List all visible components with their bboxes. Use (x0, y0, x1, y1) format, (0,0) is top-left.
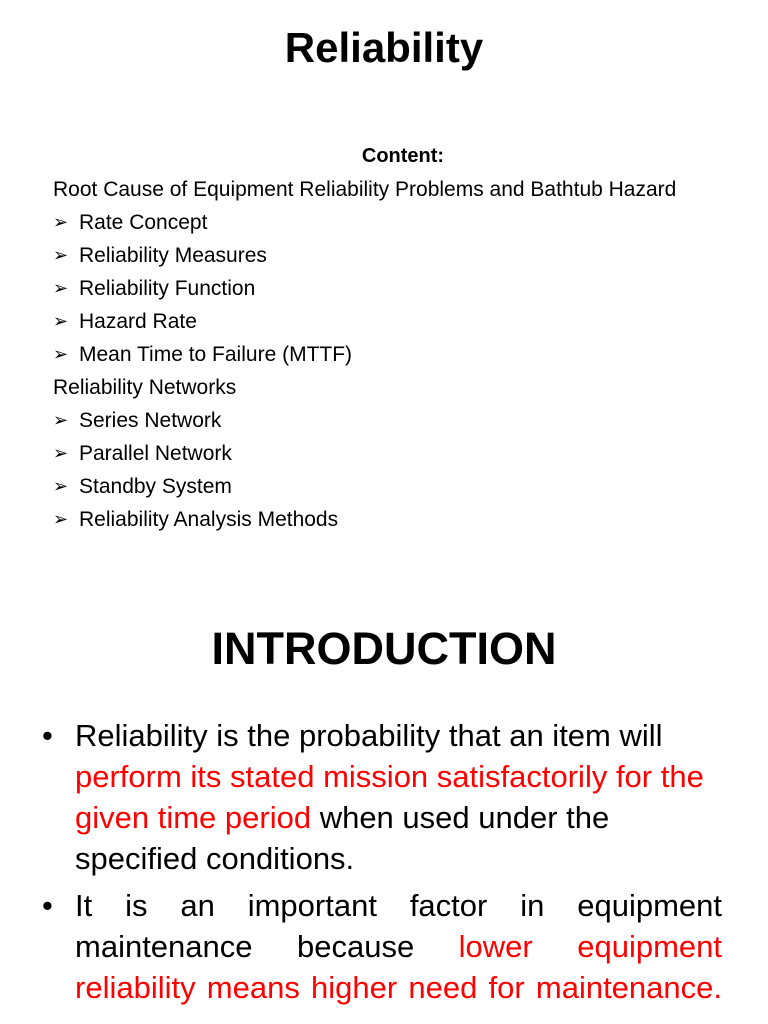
arrow-bullet-icon: ➢ (53, 344, 69, 364)
list-item-text: Hazard Rate (79, 310, 197, 333)
bullet-dot-icon: • (42, 718, 53, 753)
list-item-text: Reliability Networks (53, 376, 237, 399)
list-item (53, 404, 676, 437)
arrow-bullet-icon: ➢ (53, 212, 69, 232)
list-item (53, 173, 676, 206)
list-item-text: Series Network (79, 409, 222, 432)
list-item (53, 338, 676, 371)
list-item (53, 239, 676, 272)
list-item-text: Parallel Network (79, 442, 232, 465)
arrow-bullet-icon: ➢ (53, 278, 69, 298)
arrow-bullet-icon: ➢ (53, 410, 69, 430)
list-item-text: Mean Time to Failure (MTTF) (79, 343, 353, 366)
arrow-bullet-icon: ➢ (53, 311, 69, 331)
list-item-text: Reliability Function (79, 277, 256, 300)
list-item-text: Root Cause of Equipment Reliability Problems and Bathtub Hazard (53, 178, 677, 201)
content-list (53, 173, 676, 536)
bullet-text: It is an important factor in equipment maintenance because (75, 888, 722, 964)
list-item (53, 503, 676, 536)
list-item-text: Rate Concept (79, 211, 208, 234)
bullet-dot-icon: • (42, 888, 53, 923)
bullet-point (42, 885, 722, 1008)
highlighted-text: lower equipment reliability means higher need for maintenance. (75, 929, 722, 1005)
highlighted-text: perform its stated mission satisfactorily for the given time period (75, 759, 704, 835)
bullet-text: Reliability is the probability that an item will (75, 718, 663, 753)
slide-title: Reliability (284, 24, 484, 71)
arrow-bullet-icon: ➢ (53, 509, 69, 529)
arrow-bullet-icon: ➢ (53, 476, 69, 496)
list-item (53, 305, 676, 338)
arrow-bullet-icon: ➢ (53, 443, 69, 463)
list-item (53, 470, 676, 503)
bullet-text: when used under the specified conditions. (75, 800, 610, 876)
introduction-bullets (42, 715, 722, 1014)
list-item-text: Reliability Analysis Methods (79, 508, 339, 531)
content-heading: Content: (361, 145, 445, 167)
list-item (53, 206, 676, 239)
list-item-text: Reliability Measures (79, 244, 267, 267)
list-item (53, 371, 676, 404)
introduction-title: INTRODUCTION (211, 623, 557, 674)
bullet-point (42, 715, 722, 879)
arrow-bullet-icon: ➢ (53, 245, 69, 265)
list-item-text: Standby System (79, 475, 232, 498)
list-item (53, 437, 676, 470)
list-item (53, 272, 676, 305)
